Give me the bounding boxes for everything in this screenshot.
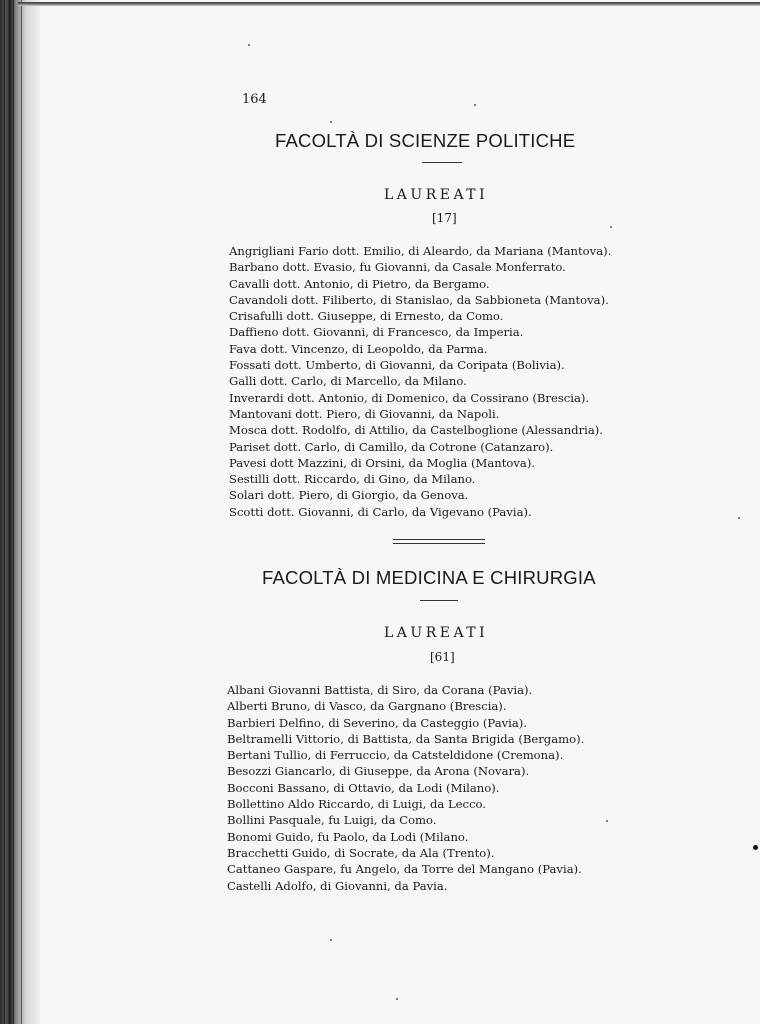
list-item: Sestilli dott. Riccardo, di Gino, da Milano. bbox=[229, 472, 476, 487]
binding-line bbox=[4, 0, 5, 1024]
list-item: Fossati dott. Umberto, di Giovanni, da Coripata (Bolivia). bbox=[229, 358, 565, 373]
section-separator bbox=[393, 543, 485, 544]
scan-speck bbox=[248, 44, 250, 46]
list-item: Solari dott. Piero, di Giorgio, da Genova. bbox=[229, 488, 469, 503]
scan-speck bbox=[330, 121, 332, 123]
graduate-list-scienze-politiche bbox=[229, 243, 611, 520]
list-item: Cavalli dott. Antonio, di Pietro, da Bergamo. bbox=[229, 276, 490, 291]
list-item: Daffieno dott. Giovanni, di Francesco, da Imperia. bbox=[229, 325, 524, 340]
binding-line bbox=[21, 0, 22, 1024]
list-item: Mosca dott. Rodolfo, di Attilio, da Castelboglione (Alessandria). bbox=[229, 423, 603, 438]
list-item: Bollettino Aldo Riccardo, di Luigi, da Lecco. bbox=[227, 797, 486, 812]
page-top-edge bbox=[18, 2, 760, 6]
list-item: Scotti dott. Giovanni, di Carlo, da Vigevano (Pavia). bbox=[229, 504, 532, 519]
list-item: Bocconi Bassano, di Ottavio, da Lodi (Milano). bbox=[227, 780, 500, 795]
section-title-medicina-chirurgia: FACOLTÀ DI MEDICINA E CHIRURGIA bbox=[262, 567, 596, 588]
list-item: Alberti Bruno, di Vasco, da Gargnano (Brescia). bbox=[227, 699, 507, 714]
graduate-list-medicina-chirurgia bbox=[227, 682, 584, 894]
list-item: Cavandoli dott. Filiberto, di Stanislao, da Sabbioneta (Mantova). bbox=[229, 292, 609, 307]
book-binding-edge bbox=[0, 0, 40, 1024]
binding-line bbox=[9, 0, 10, 1024]
section-title-scienze-politiche: FACOLTÀ DI SCIENZE POLITICHE bbox=[275, 130, 576, 151]
list-item: Cattaneo Gaspare, fu Angelo, da Torre del Mangano (Pavia). bbox=[227, 862, 582, 877]
section-divider bbox=[420, 600, 458, 601]
scan-speck bbox=[396, 998, 398, 1000]
section-separator bbox=[393, 539, 485, 540]
list-item: Castelli Adolfo, di Giovanni, da Pavia. bbox=[227, 878, 448, 893]
scan-speck bbox=[753, 845, 758, 850]
list-item: Barbano dott. Evasio, fu Giovanni, da Casale Monferrato. bbox=[229, 260, 566, 275]
scan-speck bbox=[738, 517, 740, 519]
graduate-count: [61] bbox=[430, 650, 455, 664]
list-item: Inverardi dott. Antonio, di Domenico, da Cossirano (Brescia). bbox=[229, 390, 590, 405]
list-item: Bertani Tullio, di Ferruccio, da Catsteldidone (Cremona). bbox=[227, 748, 564, 763]
list-item: Beltramelli Vittorio, di Battista, da Santa Brigida (Bergamo). bbox=[227, 731, 585, 746]
list-item: Angrigliani Fario dott. Emilio, di Aleardo, da Mariana (Mantova). bbox=[229, 244, 612, 258]
scan-speck bbox=[610, 226, 612, 228]
binding-line bbox=[13, 0, 14, 1024]
list-item: Fava dott. Vincenzo, di Leopoldo, da Parma. bbox=[229, 341, 488, 356]
scan-speck bbox=[474, 104, 476, 106]
scan-speck bbox=[606, 820, 608, 822]
list-item: Bracchetti Guido, di Socrate, da Ala (Trento). bbox=[227, 845, 495, 860]
list-item: Besozzi Giancarlo, di Giuseppe, da Arona (Novara). bbox=[227, 764, 530, 779]
list-item: Barbieri Delfino, di Severino, da Casteggio (Pavia). bbox=[227, 715, 527, 730]
section-subheading: LAUREATI bbox=[384, 625, 489, 641]
page-number: 164 bbox=[242, 92, 267, 107]
list-item: Galli dott. Carlo, di Marcello, da Milano. bbox=[229, 374, 467, 389]
list-item: Mantovani dott. Piero, di Giovanni, da Napoli. bbox=[229, 406, 500, 421]
list-item: Bollini Pasquale, fu Luigi, da Como. bbox=[227, 813, 437, 828]
list-item: Crisafulli dott. Giuseppe, di Ernesto, da Como. bbox=[229, 309, 504, 324]
list-item: Pavesi dott Mazzini, di Orsini, da Moglia (Mantova). bbox=[229, 455, 536, 470]
section-divider bbox=[422, 162, 462, 163]
list-item: Bonomi Guido, fu Paolo, da Lodi (Milano. bbox=[227, 829, 469, 844]
list-item: Pariset dott. Carlo, di Camillo, da Cotrone (Catanzaro). bbox=[229, 439, 554, 454]
scan-speck bbox=[330, 939, 332, 941]
list-item: Albani Giovanni Battista, di Siro, da Corana (Pavia). bbox=[227, 683, 533, 697]
graduate-count: [17] bbox=[432, 211, 457, 225]
section-subheading: LAUREATI bbox=[384, 187, 489, 203]
